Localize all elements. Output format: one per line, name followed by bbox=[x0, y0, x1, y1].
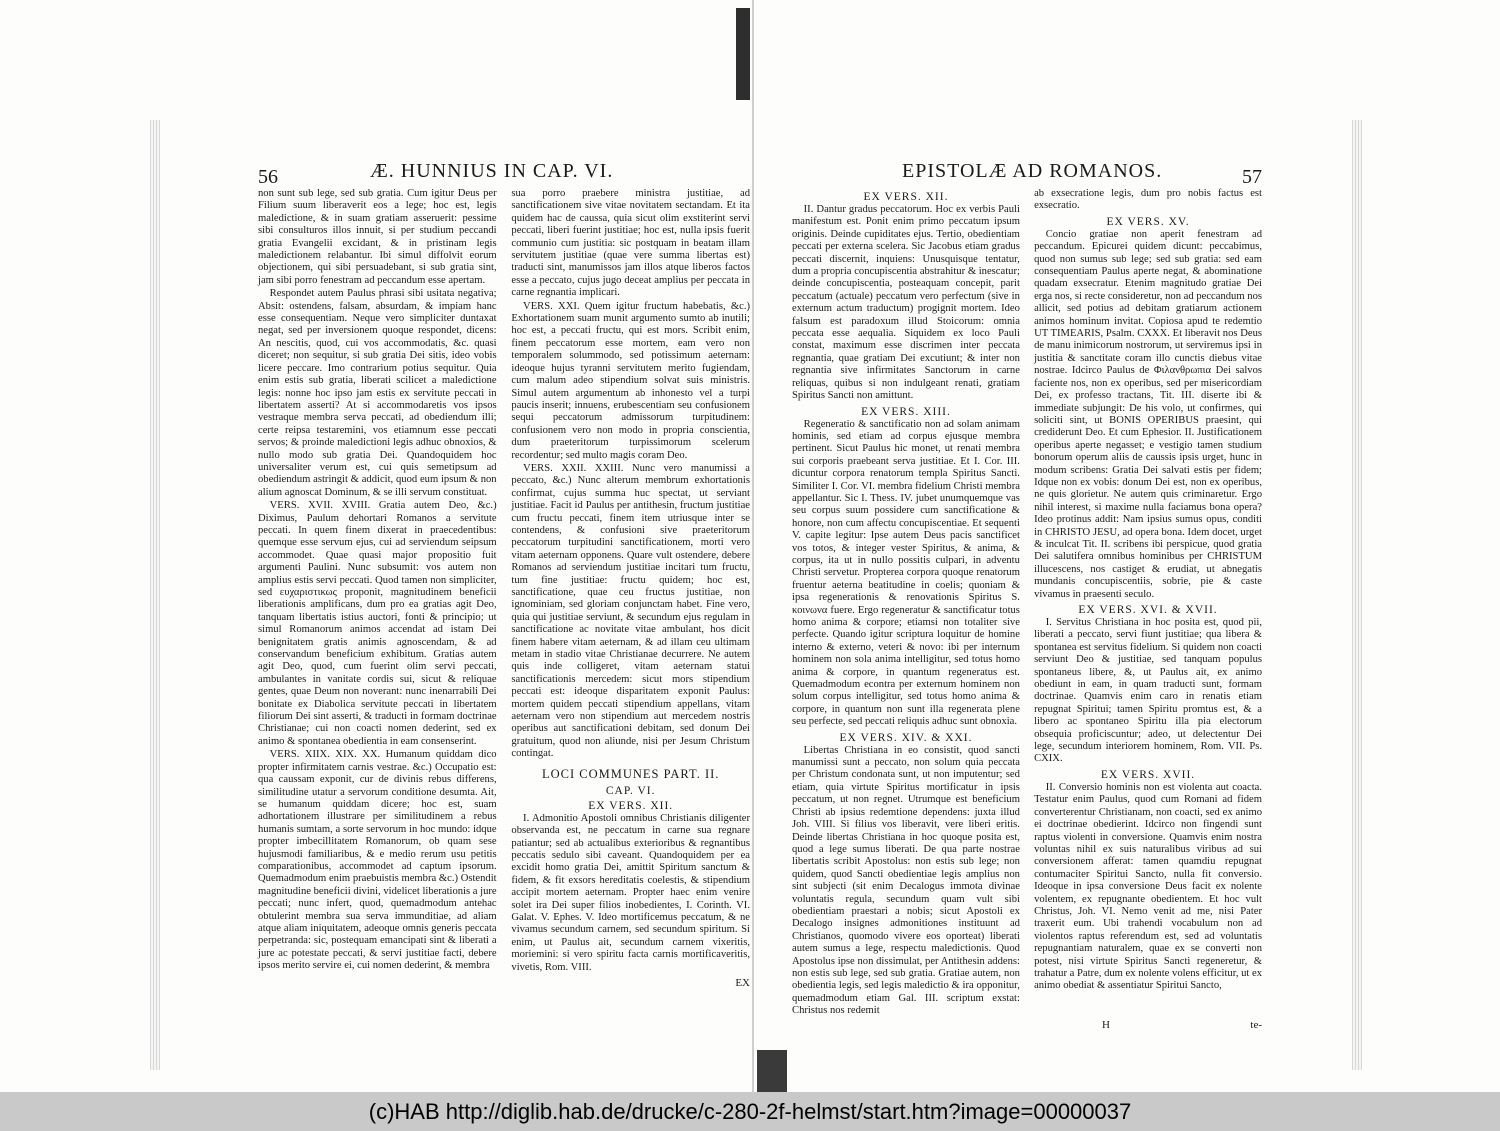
section-heading: EX VERS. XIII. bbox=[861, 405, 951, 418]
text-paragraph: ab exsecratione legis, dum pro nobis factus est exsecratio. bbox=[1034, 188, 1262, 212]
copyright-footer: (c)HAB http://diglib.hab.de/drucke/c-280-2f-helmst/start.htm?image=00000037 bbox=[0, 1092, 1500, 1131]
text-paragraph: sua porro praebere ministra justitiae, ad sanctificationem sive vitae novitatem sectandam. Et ita quidem hac de caussa, quia sicut olim exstiterint servi peccati, liberi fuerint justitiae; hoc est, nulla ipsis fuerit communio cum justitia: sic postquam in beatam illam servitutem justitiae (quae vere summa libertas est) traducti sint, manumissos jam illos atque liberos factos esse a peccato, cujus jugo deceat amplius per peccata in carne regnantia implicari. bbox=[511, 188, 750, 299]
left-column-1 bbox=[258, 188, 497, 975]
section-heading: EX VERS. XII. bbox=[863, 191, 949, 203]
right-running-header bbox=[792, 150, 1262, 188]
gutter-shadow-top bbox=[736, 8, 750, 100]
section-heading: CAP. VI. bbox=[605, 784, 656, 797]
left-catchword: EX bbox=[735, 976, 750, 989]
right-running-head: EPISTOLÆ AD ROMANOS. bbox=[902, 160, 1163, 182]
text-paragraph: Libertas Christiana in eo consistit, quod sancti manumissi sunt a peccato, non solum quia peccata per Christum condonata sunt, ut non imputentur; sed etiam, quia virtute Spiritus mortificatur in ipsis peccatum, ut non regnet. Utrumque est beneficium Christi ab ipsius redemtione dependens: juxta illud Joh. VIII. Si filius vos liberavit, vere liberi eritis. Deinde libertas Christiana in hoc quoque posita est, quod a lege sumus liberati. De qua parte nostrae libertatis scribit Apostolus: non estis sub lege; non quidem, quod Sancti obedientiae legis amplius non sint subjecti (sit enim Decalogus immota divinae voluntatis regula, secundum quam vult sibi obedientiam praestari a nobis; sicut Apostoli ex Decalogo insignes admonitiones instituunt ad Christianos, quomodo vivere eos oporteat) liberati autem sumus a lege, respectu maledictionis. Quod Apostolus ipse non dissimulat, per Antithesin addens: non estis sub lege, sed sub gratia. Gratiae autem, non obedientia legis, sed legis maledictio & ira opponitur, quemadmodum etiam Gal. III. scriptum exstat: Christus nos redemit bbox=[792, 744, 1020, 1017]
section-heading: EX VERS. XVII. bbox=[1100, 768, 1196, 781]
left-page-edge bbox=[150, 120, 160, 1070]
text-paragraph: VERS. XXI. Quem igitur fructum habebatis, &c.) Exhortationem suam munit argumento sumto ab inutili; hoc est, a peccati fructu, qui est mors. Scribit enim, finem peccatorum esse mortem, eam vero non temporalem solummodo, sed potissimum aeternam: ideoque hujus tyranni servitutem merito fugiendam, cum malum adeo stipendium solvat suis ministris. Simul autem argumentum ab inhonesto vel a turpi paucis inserit; innuens, erubescentiam seu confusionem sequi peccatorum admissorum turpitudinem: confusionem vero non modo in propria conscientia, dum praeteritorum turpissimorum scelerum recordentur; sed multo magis coram Deo. bbox=[511, 300, 750, 461]
text-paragraph: non sunt sub lege, sed sub gratia. Cum igitur Deus per Filium suum liberaverit eos a lege; hoc est, legis maledictione, & in suam gratiam asseruerit: pessime sibi consulturos illos innuit, si per studium peccandi gratia Evangelii excidant, & in pristinam legis maledictionem relabantur. Ibi simul diffolvit eorum objectionem, qui sibi persuadebant, si sub gratia sint, jam sibi porro fenestram ad peccandum esse apertam. bbox=[258, 188, 497, 286]
right-page-number: 57 bbox=[1242, 166, 1262, 188]
section-heading: EX VERS. XV. bbox=[1106, 215, 1190, 228]
right-catchword: te- bbox=[1250, 1018, 1262, 1031]
text-paragraph: Respondet autem Paulus phrasi sibi usitata negativa; Absit: ostendens, falsam, absurdam, & impiam hanc esse consequentiam. Neque vero simpliciter duntaxat negat, sed per inversionem quoque respondet, dicens: An nescitis, quod, cui vos accommodatis, &c. quasi diceret; non sequitur, si sub gratia Dei sitis, ideo vobis licere peccare. Imo contrarium potius sequitur. Quia enim estis sub gratia, liberati scilicet a maledictione legis: nonne hoc ipso jam estis ex servitute peccati in libertatem asserti? At si accommodaretis vos ipsos vestraque membra serva peccati, ad obediendum illi; certe reipsa testaremini, vos etiamnum esse peccati servos; & proinde maledictioni legis adhuc obnoxios, & nullo modo sub gratia Dei. Quandoquidem hoc universaliter verum est, cui quis semetipsum ad obediendum astringit & addicit, quod eum ipsum & non alium agnoscat Dominum, & se illi servum constituat. bbox=[258, 288, 497, 498]
right-signature-mark: H bbox=[1102, 1018, 1110, 1031]
section-heading: LOCI COMMUNES PART. II. bbox=[541, 766, 720, 781]
section-heading: EX VERS. XIV. & XXI. bbox=[839, 731, 973, 744]
section-heading: EX VERS. XII. bbox=[588, 799, 674, 812]
left-running-header bbox=[258, 150, 750, 188]
text-paragraph: Regeneratio & sanctificatio non ad solam animam hominis, sed etiam ad corpus ejusque membra pertinent. Sicut Paulus hic monet, ut renati membra sui corporis praebeant serva justitiae. Et I. Cor. III. dicuntur corpora renatorum templa Spiritus Sancti. Similiter I. Cor. VI. membra fidelium Christi membra appellantur. Sic I. Thess. IV. jubet unumquemque vas seu corpus suum possidere cum sanctificatione & honore, non cum affectu concupiscentiae. Et sequenti V. capite legitur: Ipse autem Deus pacis sanctificet vos totos, & integer vester Spiritus, & anima, & corpus, ita ut in nullo possitis culpari, in adventu Christi servetur. Propterea corpora quoque renatorum fruentur aeterna beatitudine in coelis; quoniam & ipsa regenerationis & renovationis Spiritus S. κοινωνα fuere. Ergo regeneratur & sanctificatur totus homo anima & corpore; etiamsi non totaliter sive perfecte. Quando igitur scriptura loquitur de homine interno & externo, veteri & novo: ibi per internum hominem non sola anima intelligitur, sed totus homo anima & corpore, in quantum regeneratus est. Quemadmodum econtra per externum hominem non solum corpus intelligitur, sed totus homo anima & corpore, in quantum non sunt illa regenerata plene seu perfecte, sed peccati reliquis adhuc sunt obnoxia. bbox=[792, 418, 1020, 728]
left-column-2 bbox=[511, 188, 750, 975]
left-page-number: 56 bbox=[258, 166, 278, 188]
right-page bbox=[792, 150, 1262, 1031]
text-paragraph: II. Dantur gradus peccatorum. Hoc ex verbis Pauli manifestum est. Ponit enim primo peccatum ipsum originis. Deinde cupiditates ejus. Tertio, obedientiam peccati per externa scelera. Sic Jacobus etiam gradus peccati discernit, inquiens: Unusquisque tentatur, dum a propria concupiscentia abstrahitur & inescatur; deinde concupiscentia, posteaquam concepit, parit peccatum (actuale) peccatum vero perfectum (sive in externum actum traductum) progignit mortem. Ideo falsum est paradoxum illud Stoicorum: omnia peccata esse aequalia. Siquidem ex loco Pauli constat, maximum esse discrimen inter peccata regnantia, quae gratiam Dei excutiunt; & inter non regnantia sive infirmitates Sanctorum in carne reliquas, quibus si non indulgeant renati, gratiam Spiritus Sancti non amittunt. bbox=[792, 204, 1020, 402]
binding-gutter bbox=[752, 0, 754, 1092]
section-heading: EX VERS. XVI. & XVII. bbox=[1078, 604, 1218, 616]
gutter-shadow-bottom bbox=[757, 1050, 787, 1092]
text-paragraph: I. Admonitio Apostoli omnibus Christianis diligenter observanda est, ne peccatum in carne sua regnare patiantur; sed ab actualibus exterioribus & regnantibus peccatis sedulo sibi caveant. Quandoquidem per ea excidit homo gratia Dei, amittit Spiritum sanctum & fidem, & fit exsors hereditatis coelestis, & stipendium accipit mortem aeternam. Propter haec enim venire solet ira Dei super filios inobedientes, I. Corinth. VI. Galat. V. Ephes. V. Ideo mortificemus peccatum, & ne vivamus secundum carnem, sed secundum spiritum. Si enim, ut Paulus ait, secundum carnem vixeritis, moriemini: si vero spiritu facta carnis mortificaveritis, vivetis, Rom. VIII. bbox=[511, 812, 750, 973]
left-page bbox=[258, 150, 750, 989]
text-paragraph: VERS. XXII. XXIII. Nunc vero manumissi a peccato, &c.) Nunc alterum membrum exhortationis confirmat, cujus summa huc spectat, ut serviant justitiae. Facit id Paulus per antithesin, fructum justitiae cum fructu peccati, finem item utriusque inter se contendens, & confusioni sive praeteritorum peccatorum turpitudini sanctificationem, morti vero vitam aeternam opponens. Quare vult ostendere, debere Romanos ad serviendum justitiae incitari tum fructu, tum fine justitiae: fructu quidem; hoc est, sanctificatione, quae ceu fructus justitiae, non ignominiam, sed gloriam conjunctam habet. Fine vero, quia qui justitiae serviunt, & secundum ejus regulam in sanctificatione ac novitate vitae ambulant, hos dicit finem habere vitam aeternam, & ad illam ceu ultimam metam in stadio vitae Christianae decurrere. Ne autem quis inde colligeret, vitam aeternam statui sanctificationis mercedem: sicut mors stipendium peccati est: ideoque disparitatem exponit Paulus: mortem quidem peccati stipendium appellans, vitam aeternam vero non stipendium aut mercedem nostris operibus aut sanctificationi debitam, sed donum Dei gratuitum, quod non aliunde, nisi per Jesum Christum contingat. bbox=[511, 462, 750, 760]
text-paragraph: I. Servitus Christiana in hoc posita est, quod pii, liberati a peccato, servi fiunt justitiae; qua libera & spontanea est servitus fidelium. Si quidem non coacti serviunt Deo & justitiae, sed tanquam populus spontaneus libere, &, ut Paulus ait, ex animo obediunt in eam, in quam traducti sunt, formam doctrinae. Quamvis enim caro in renatis etiam repugnat Spiritui; tamen Spiritu promtus est, & a libero ac spontaneo Spiritu illa pia electorum obsequia proficiscuntur; adeo, ut delectentur Dei lege, secundum interiorem hominem, Rom. VII. Ps. CXIX. bbox=[1034, 617, 1262, 765]
left-running-head: Æ. HUNNIUS IN CAP. VI. bbox=[370, 160, 614, 182]
right-column-1 bbox=[792, 188, 1020, 1019]
right-column-2 bbox=[1034, 188, 1262, 1019]
text-paragraph: VERS. XIIX. XIX. XX. Humanum quiddam dico propter infirmitatem carnis vestrae. &c.) Occupatio est: qua caussam exponit, cur de divinis rebus differens, similitudine utatur a servorum conditione desumta. Ait, se humanum quiddam dicere; hoc est, suam adhortationem illustrare per similitudinem a rebus humanis sumtam, a sorte servorum in hoc mundo: idque propter imbecillitatem Romanorum, ob quam sese hujusmodi familiaribus, & e medio rerum usu petitis comparationibus, accommodet ad captum ipsorum. Quemadmodum enim praebuistis membra &c.) Ostendit magnitudine beneficii divini, videlicet liberationis a jure peccati; nunc infert, quod, quemadmodum antehac obtulerint membra sua serva immunditiae, ad aliam atque aliam iniquitatem, adeoque omnis generis peccata perpetranda: sic, postequam emancipati sint & liberati a jure ac potestate peccati, & servi justitiae facti, debere ipsos merito servire ei, cui nomen dederint, & membra bbox=[258, 749, 497, 972]
text-paragraph: II. Conversio hominis non est violenta aut coacta. Testatur enim Paulus, quod cum Romani ad fidem converterentur Christianam, non coacti, sed ex animo ei doctrinae obedierint. Idcirco non fingendi sunt raptus violenti in conversione. Quamvis enim nostra voluntas nihil ex suis naturalibus viribus ad sui conversionem afferat: tamen quamdiu repugnat contumaciter Spiritui Sancto, nulla fit conversio. Ideoque in ipsa conversione Deus facit ex nolente volentem, ex repugnante obedientem. Et hoc vult Christus, Joh. VI. Nemo venit ad me, nisi Pater traxerit eum. Ubi trahendi vocabulum non ad violentos raptus referendum est, sed ad voluntatis repugnantiam naturalem, quae ex se converti non potest, nisi virtute Spiritus Sancti regeneretur, & trahatur a Patre, dum ex nolente volens efficitur, ut ex animo obediat & assentiatur Spiritui Sancto, bbox=[1034, 781, 1263, 992]
text-paragraph: Concio gratiae non aperit fenestram ad peccandum. Epicurei quidem dicunt: peccabimus, quod non sumus sub lege; sed sub gratia: sed eam consequentiam Paulus aperte negat, & abominatione quadam exsecratur. Etenim magnitudo gratiae Dei erga nos, si recte consideretur, non ad peccandum nos allicit, sed potius ad debitam gratiarum actionem animos hominum invitat. Copiosa apud te redemtio UT TIMEARIS, Psalm. CXXX. Et liberavit nos Deus de manu inimicorum nostrorum, ut serviremus ipsi in justitia & sanctitate coram illo cunctis diebus vitae nostrae. Idcirco Paulus de Φιλανθρωπια Dei salvos faciente nos, non ex operibus, sed per misericordiam Dei, ex professo tractans, Tit. III. diserte ibi & immediate subjungit: De his volo, ut confirmes, qui soliciti sint, ut BONIS OPERIBUS praesint, qui crediderunt Deo. Et cum Ephesior. II. Justificationem operibus aperte negasset; e vestigio tamen studium bonorum operum aliis de caussis ipsis urget, hunc in modum scribens: Gratia Dei salvati estis per fidem; Idque non ex vobis: donum Dei est, non ex operibus, ne quis glorietur. Ne autem quis criminaretur. Ergo nihil interest, si maxime nulla faciamus bona opera? Ideo protinus addit: Nam ipsius sumus opus, conditi in CHRISTO JESU, ad opera bona. Idem docet, urget & inculcat Tit. II. scribens ibi perspicue, quod gratia Dei salutifera omnibus hominibus per CHRISTUM illucescens, nos castiget & erudiat, ut abnegatis mundanis concupiscentiis, sobrie, pie & caste vivamus in praesenti seculo. bbox=[1034, 228, 1262, 600]
right-page-edge bbox=[1352, 120, 1362, 1070]
text-paragraph: VERS. XVII. XVIII. Gratia autem Deo, &c.) Diximus, Paulum dehortari Romanos a servitute peccati. In quem finem dixerat in praecedentibus: quemque esse servum ejus, cui ad serviendum seipsum accommodet. Quae quasi major propositio fuit argumenti Paulini. Nunc subsumit: vos autem non amplius estis servi peccati. Quod tamen non simpliciter, sed ευχαριστικως proponit, magnitudinem beneficii liberationis amplificans, dum pro ea gratias agit Deo, tanquam libertatis istius auctori, fonti & principio; ut simul Romanorum animos accendat ad istam Dei benignitatem gratis animis agnoscendam, & ad conservandum beneficium exhibitum. Gratias autem agit Deo, quod, cum fuerint olim servi peccati, ambulantes in vanitate cordis sui, sicut & reliquae gentes, quae Deum non noverant: nunc inenarrabili Dei bonitate ex Diabolica servitute peccati in libertatem filiorum Dei sint asserti, & traducti in formam doctrinae Christianae; cui non coacti nomen dederint, sed ex animo & spontanea obedientia in eam consenserint. bbox=[258, 500, 497, 747]
